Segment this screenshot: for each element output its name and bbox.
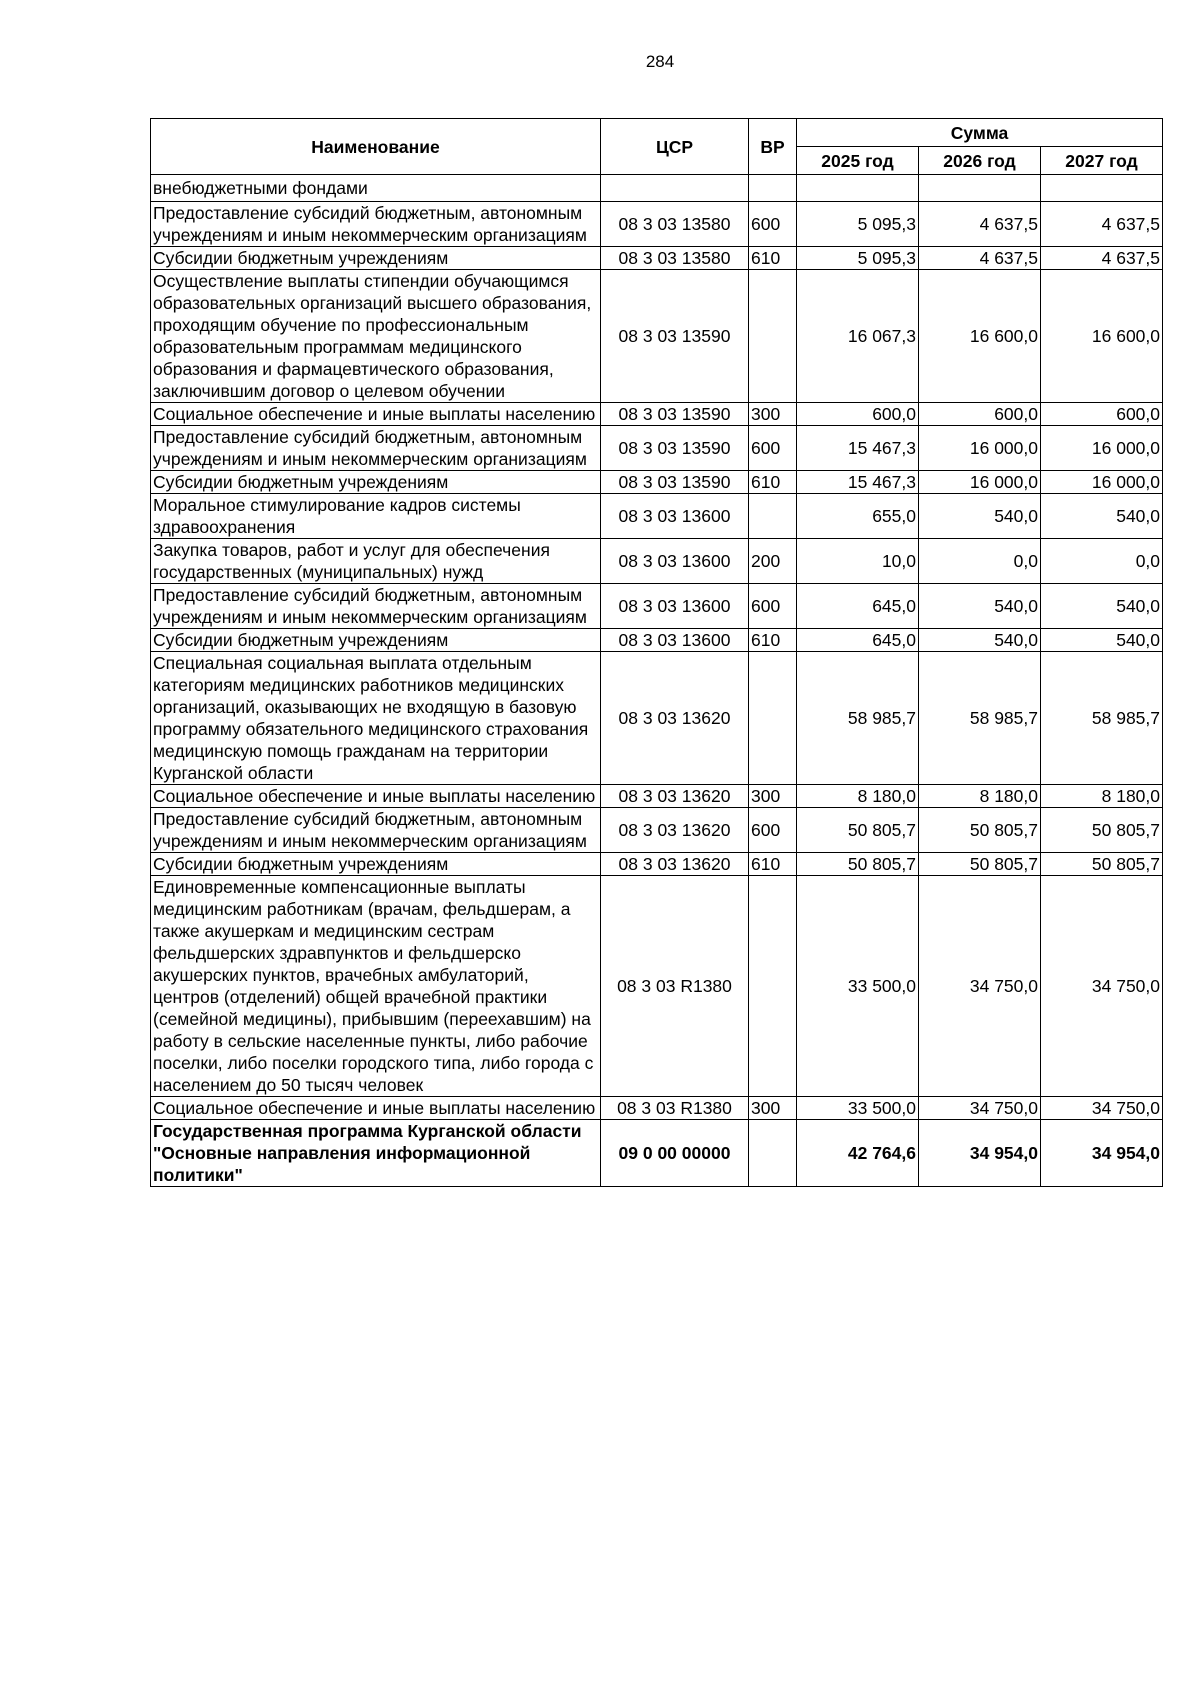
- row-2025: 50 805,7: [797, 853, 919, 876]
- row-2027: 8 180,0: [1041, 785, 1163, 808]
- row-name: Специальная социальная выплата отдельным категориям медицинских работников медицинских организаций, оказывающих не входящую в базовую программу обязательного медицинского страхования медицинскую помощь гражданам на территории Курганской области: [151, 652, 601, 785]
- row-vr: 300: [749, 1097, 797, 1120]
- row-vr: 600: [749, 808, 797, 853]
- row-2027: 34 954,0: [1041, 1120, 1163, 1187]
- row-vr: 610: [749, 853, 797, 876]
- table-row: [151, 494, 1163, 539]
- row-2027: 58 985,7: [1041, 652, 1163, 785]
- table-row: [151, 471, 1163, 494]
- row-2025: 50 805,7: [797, 808, 919, 853]
- header-2026: 2026 год: [919, 147, 1041, 175]
- row-name: Социальное обеспечение и иные выплаты населению: [151, 1097, 601, 1120]
- row-2026: 16 000,0: [919, 471, 1041, 494]
- row-vr: 610: [749, 471, 797, 494]
- row-2026: 540,0: [919, 584, 1041, 629]
- row-2027: 16 600,0: [1041, 270, 1163, 403]
- table-row: [151, 584, 1163, 629]
- row-2025: 645,0: [797, 584, 919, 629]
- row-2025: 33 500,0: [797, 876, 919, 1097]
- row-name: Предоставление субсидий бюджетным, автономным учреждениям и иным некоммерческим организациям: [151, 584, 601, 629]
- row-2025: 16 067,3: [797, 270, 919, 403]
- table-row: [151, 539, 1163, 584]
- row-2025: 5 095,3: [797, 247, 919, 270]
- row-2025: 5 095,3: [797, 202, 919, 247]
- row-2026: 600,0: [919, 403, 1041, 426]
- row-2027: 34 750,0: [1041, 1097, 1163, 1120]
- row-2026: 34 750,0: [919, 876, 1041, 1097]
- row-2026: 16 600,0: [919, 270, 1041, 403]
- row-2025: 58 985,7: [797, 652, 919, 785]
- row-2026: 540,0: [919, 629, 1041, 652]
- row-vr: 300: [749, 403, 797, 426]
- row-name: Государственная программа Курганской области "Основные направления информационной политики": [151, 1120, 601, 1187]
- row-2025: 42 764,6: [797, 1120, 919, 1187]
- table-row: [151, 652, 1163, 785]
- row-2026: 16 000,0: [919, 426, 1041, 471]
- row-name: Предоставление субсидий бюджетным, автономным учреждениям и иным некоммерческим организациям: [151, 202, 601, 247]
- table-row: [151, 785, 1163, 808]
- row-csr: 08 3 03 13620: [601, 785, 749, 808]
- row-csr: 08 3 03 13580: [601, 247, 749, 270]
- row-csr: 08 3 03 13590: [601, 270, 749, 403]
- row-csr: 08 3 03 R1380: [601, 1097, 749, 1120]
- row-2027: 50 805,7: [1041, 808, 1163, 853]
- header-name: Наименование: [151, 119, 601, 175]
- row-csr: 08 3 03 13580: [601, 202, 749, 247]
- row-2027: 16 000,0: [1041, 471, 1163, 494]
- row-csr: 08 3 03 13600: [601, 539, 749, 584]
- continuation-text: внебюджетными фондами: [151, 175, 601, 202]
- table-row: [151, 202, 1163, 247]
- row-2025: 8 180,0: [797, 785, 919, 808]
- row-name: Предоставление субсидий бюджетным, автономным учреждениям и иным некоммерческим организациям: [151, 426, 601, 471]
- row-name: Социальное обеспечение и иные выплаты населению: [151, 785, 601, 808]
- table-row: [151, 270, 1163, 403]
- table-row: [151, 808, 1163, 853]
- row-csr: 08 3 03 13600: [601, 584, 749, 629]
- table-row: [151, 853, 1163, 876]
- row-2027: 4 637,5: [1041, 202, 1163, 247]
- row-vr: [749, 876, 797, 1097]
- row-name: Закупка товаров, работ и услуг для обеспечения государственных (муниципальных) нужд: [151, 539, 601, 584]
- row-vr: [749, 494, 797, 539]
- row-vr: [749, 652, 797, 785]
- row-name: Единовременные компенсационные выплаты медицинским работникам (врачам, фельдшерам, а также акушеркам и медицинским сестрам фельдшерских здравпунктов и фельдшерско акушерских пунктов, врачебных амбулаторий, центров (отделений) общей врачебной практики (семейной медицины), прибывшим (переехавшим) на работу в сельские населенные пункты, либо рабочие поселки, либо поселки городского типа, либо города с населением до 50 тысяч человек: [151, 876, 601, 1097]
- row-name: Осуществление выплаты стипендии обучающимся образовательных организаций высшего образования, проходящим обучение по профессиональным образовательным программам медицинского образования и фармацевтического образования, заключившим договор о целевом обучении: [151, 270, 601, 403]
- row-2026: 8 180,0: [919, 785, 1041, 808]
- row-csr: 08 3 03 R1380: [601, 876, 749, 1097]
- row-2025: 655,0: [797, 494, 919, 539]
- table-row: [151, 403, 1163, 426]
- header-2025: 2025 год: [797, 147, 919, 175]
- row-vr: [749, 1120, 797, 1187]
- row-2025: 600,0: [797, 403, 919, 426]
- row-csr: 08 3 03 13590: [601, 426, 749, 471]
- row-2026: 34 954,0: [919, 1120, 1041, 1187]
- row-2025: 33 500,0: [797, 1097, 919, 1120]
- row-2027: 600,0: [1041, 403, 1163, 426]
- row-csr: 08 3 03 13620: [601, 808, 749, 853]
- row-2027: 540,0: [1041, 629, 1163, 652]
- row-2025: 15 467,3: [797, 426, 919, 471]
- row-vr: 600: [749, 584, 797, 629]
- row-2025: 645,0: [797, 629, 919, 652]
- header-vr: ВР: [749, 119, 797, 175]
- row-vr: 600: [749, 202, 797, 247]
- row-csr: 08 3 03 13620: [601, 853, 749, 876]
- table-row: [151, 629, 1163, 652]
- row-2025: 10,0: [797, 539, 919, 584]
- table-row: [151, 1120, 1163, 1187]
- row-2027: 540,0: [1041, 584, 1163, 629]
- row-vr: [749, 270, 797, 403]
- page-number: 284: [645, 52, 675, 71]
- row-2027: 16 000,0: [1041, 426, 1163, 471]
- row-name: Моральное стимулирование кадров системы здравоохранения: [151, 494, 601, 539]
- row-name: Субсидии бюджетным учреждениям: [151, 629, 601, 652]
- table-row: [151, 247, 1163, 270]
- header-csr: ЦСР: [601, 119, 749, 175]
- row-name: Субсидии бюджетным учреждениям: [151, 471, 601, 494]
- header-sum: Сумма: [797, 119, 1163, 147]
- row-2026: 0,0: [919, 539, 1041, 584]
- row-csr: 08 3 03 13600: [601, 494, 749, 539]
- row-2026: 50 805,7: [919, 808, 1041, 853]
- row-csr: 08 3 03 13590: [601, 471, 749, 494]
- table-row: [151, 426, 1163, 471]
- row-2027: 34 750,0: [1041, 876, 1163, 1097]
- row-2026: 4 637,5: [919, 202, 1041, 247]
- row-vr: 300: [749, 785, 797, 808]
- row-2026: 58 985,7: [919, 652, 1041, 785]
- row-csr: 08 3 03 13600: [601, 629, 749, 652]
- row-vr: 200: [749, 539, 797, 584]
- row-2026: 540,0: [919, 494, 1041, 539]
- row-2027: 4 637,5: [1041, 247, 1163, 270]
- row-2027: 0,0: [1041, 539, 1163, 584]
- row-name: Субсидии бюджетным учреждениям: [151, 247, 601, 270]
- row-vr: 600: [749, 426, 797, 471]
- row-vr: 610: [749, 629, 797, 652]
- row-csr: 08 3 03 13620: [601, 652, 749, 785]
- row-2025: 15 467,3: [797, 471, 919, 494]
- row-2026: 4 637,5: [919, 247, 1041, 270]
- header-2027: 2027 год: [1041, 147, 1163, 175]
- table-row: [151, 1097, 1163, 1120]
- row-2026: 50 805,7: [919, 853, 1041, 876]
- row-vr: 610: [749, 247, 797, 270]
- budget-table: [150, 118, 1163, 1187]
- row-2027: 50 805,7: [1041, 853, 1163, 876]
- row-csr: 09 0 00 00000: [601, 1120, 749, 1187]
- row-name: Субсидии бюджетным учреждениям: [151, 853, 601, 876]
- row-csr: 08 3 03 13590: [601, 403, 749, 426]
- row-name: Предоставление субсидий бюджетным, автономным учреждениям и иным некоммерческим организациям: [151, 808, 601, 853]
- row-name: Социальное обеспечение и иные выплаты населению: [151, 403, 601, 426]
- continuation-row: [151, 175, 1163, 202]
- table-row: [151, 876, 1163, 1097]
- row-2027: 540,0: [1041, 494, 1163, 539]
- row-2026: 34 750,0: [919, 1097, 1041, 1120]
